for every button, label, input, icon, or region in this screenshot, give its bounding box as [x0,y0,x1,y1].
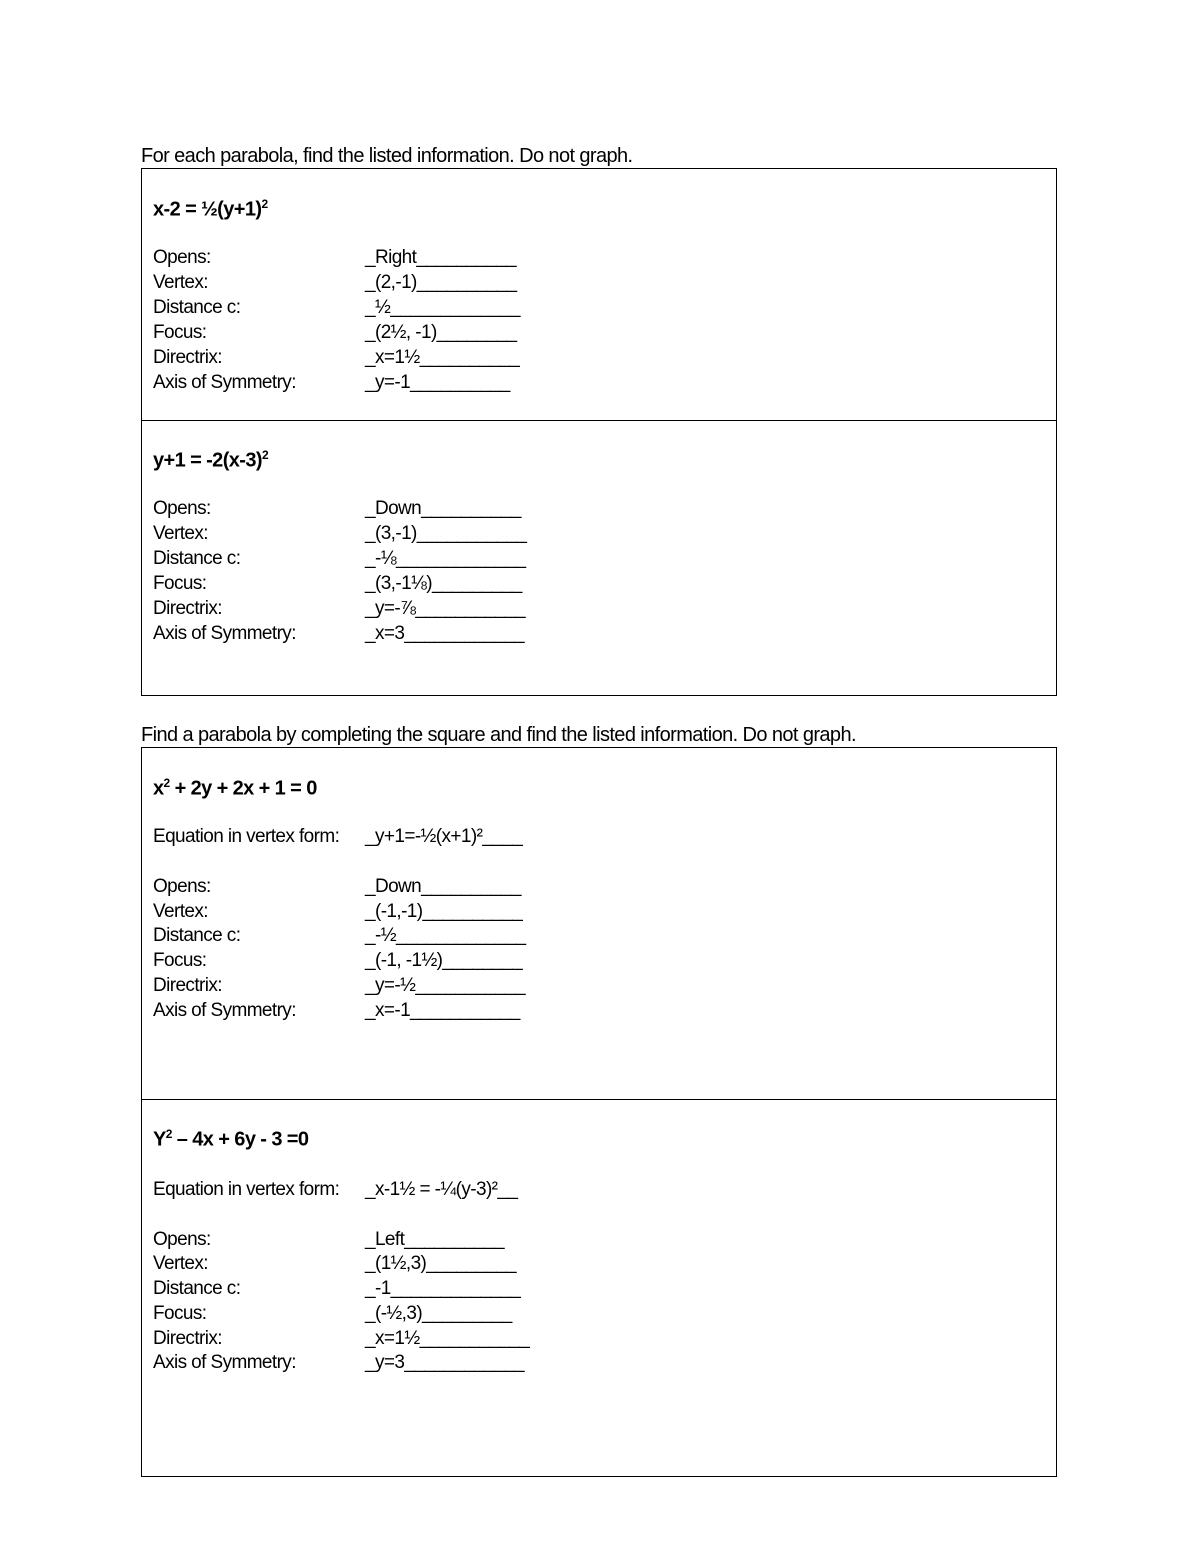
vertex-answer: _(2,-1)__________ [365,272,517,293]
axis-answer: _x=3____________ [365,623,524,644]
opens-label: Opens: [153,498,211,519]
opens-answer: _Left__________ [365,1229,504,1250]
directrix-label: Directrix: [153,598,222,619]
opens-label: Opens: [153,1229,211,1250]
opens-answer: _Down__________ [365,498,521,519]
vertex-label: Vertex: [153,272,208,293]
focus-answer: _(2½, -1)________ [365,322,517,343]
distance-label: Distance c: [153,297,241,318]
problem-equation: $x^2 + 2y + 2x + 1 = 0$ [153,776,317,800]
axis-answer: _x=-1___________ [365,1000,520,1021]
vertex-form-label: Equation in vertex form: [153,1179,340,1200]
vertex-label: Vertex: [153,523,208,544]
axis-answer: _y=-1__________ [365,372,510,393]
directrix-label: Directrix: [153,347,222,368]
directrix-answer: _x=1½___________ [365,1328,530,1349]
axis-label: Axis of Symmetry: [153,1000,296,1021]
distance-answer: _-⅛_____________ [365,548,526,569]
problem-equation: $x-2 = \frac{1}{2}(y+1)^2$ [153,197,268,221]
opens-answer: _Right__________ [365,247,516,268]
axis-answer: _y=3____________ [365,1352,524,1373]
section1-box [141,168,1057,696]
directrix-answer: _x=1½__________ [365,347,520,368]
vertex-label: Vertex: [153,1253,208,1274]
section1-instruction: For each parabola, find the listed information. Do not graph. [141,145,633,167]
focus-answer: _(3,-1⅛)_________ [365,573,522,594]
vertex-answer: _(1½,3)_________ [365,1253,516,1274]
opens-label: Opens: [153,876,211,897]
vertex-form-answer: _x-1½ = -¼(y-3)²__ [365,1179,518,1200]
directrix-label: Directrix: [153,975,222,996]
axis-label: Axis of Symmetry: [153,372,296,393]
problem-equation: $y+1 = -2(x-3)^2$ [153,448,269,472]
problem-equation: $Y^2 - 4x + 6y - 3 =0$ [153,1127,309,1151]
vertex-form-label: Equation in vertex form: [153,826,340,847]
problem-1 [142,169,1056,420]
opens-label: Opens: [153,247,211,268]
directrix-answer: _y=-½___________ [365,975,525,996]
section2-box [141,747,1057,1477]
vertex-answer: _(-1,-1)__________ [365,901,523,922]
focus-answer: _(-1, -1½)________ [365,950,523,971]
distance-answer: _½_____________ [365,297,520,318]
focus-label: Focus: [153,573,207,594]
distance-answer: _-1_____________ [365,1278,521,1299]
focus-answer: _(-½,3)_________ [365,1303,512,1324]
section2-instruction: Find a parabola by completing the square and find the listed information. Do not graph. [141,724,856,746]
distance-label: Distance c: [153,1278,241,1299]
axis-label: Axis of Symmetry: [153,623,296,644]
vertex-label: Vertex: [153,901,208,922]
vertex-answer: _(3,-1)___________ [365,523,527,544]
focus-label: Focus: [153,950,207,971]
problem-2 [142,420,1056,694]
distance-answer: _-½_____________ [365,925,526,946]
vertex-form-answer: _y+1=-½(x+1)²____ [365,826,523,847]
opens-answer: _Down__________ [365,876,521,897]
problem-3 [142,748,1056,1099]
directrix-answer: _y=-⅞___________ [365,598,525,619]
problem-4 [142,1099,1056,1474]
directrix-label: Directrix: [153,1328,222,1349]
distance-label: Distance c: [153,925,241,946]
focus-label: Focus: [153,1303,207,1324]
axis-label: Axis of Symmetry: [153,1352,296,1373]
focus-label: Focus: [153,322,207,343]
distance-label: Distance c: [153,548,241,569]
